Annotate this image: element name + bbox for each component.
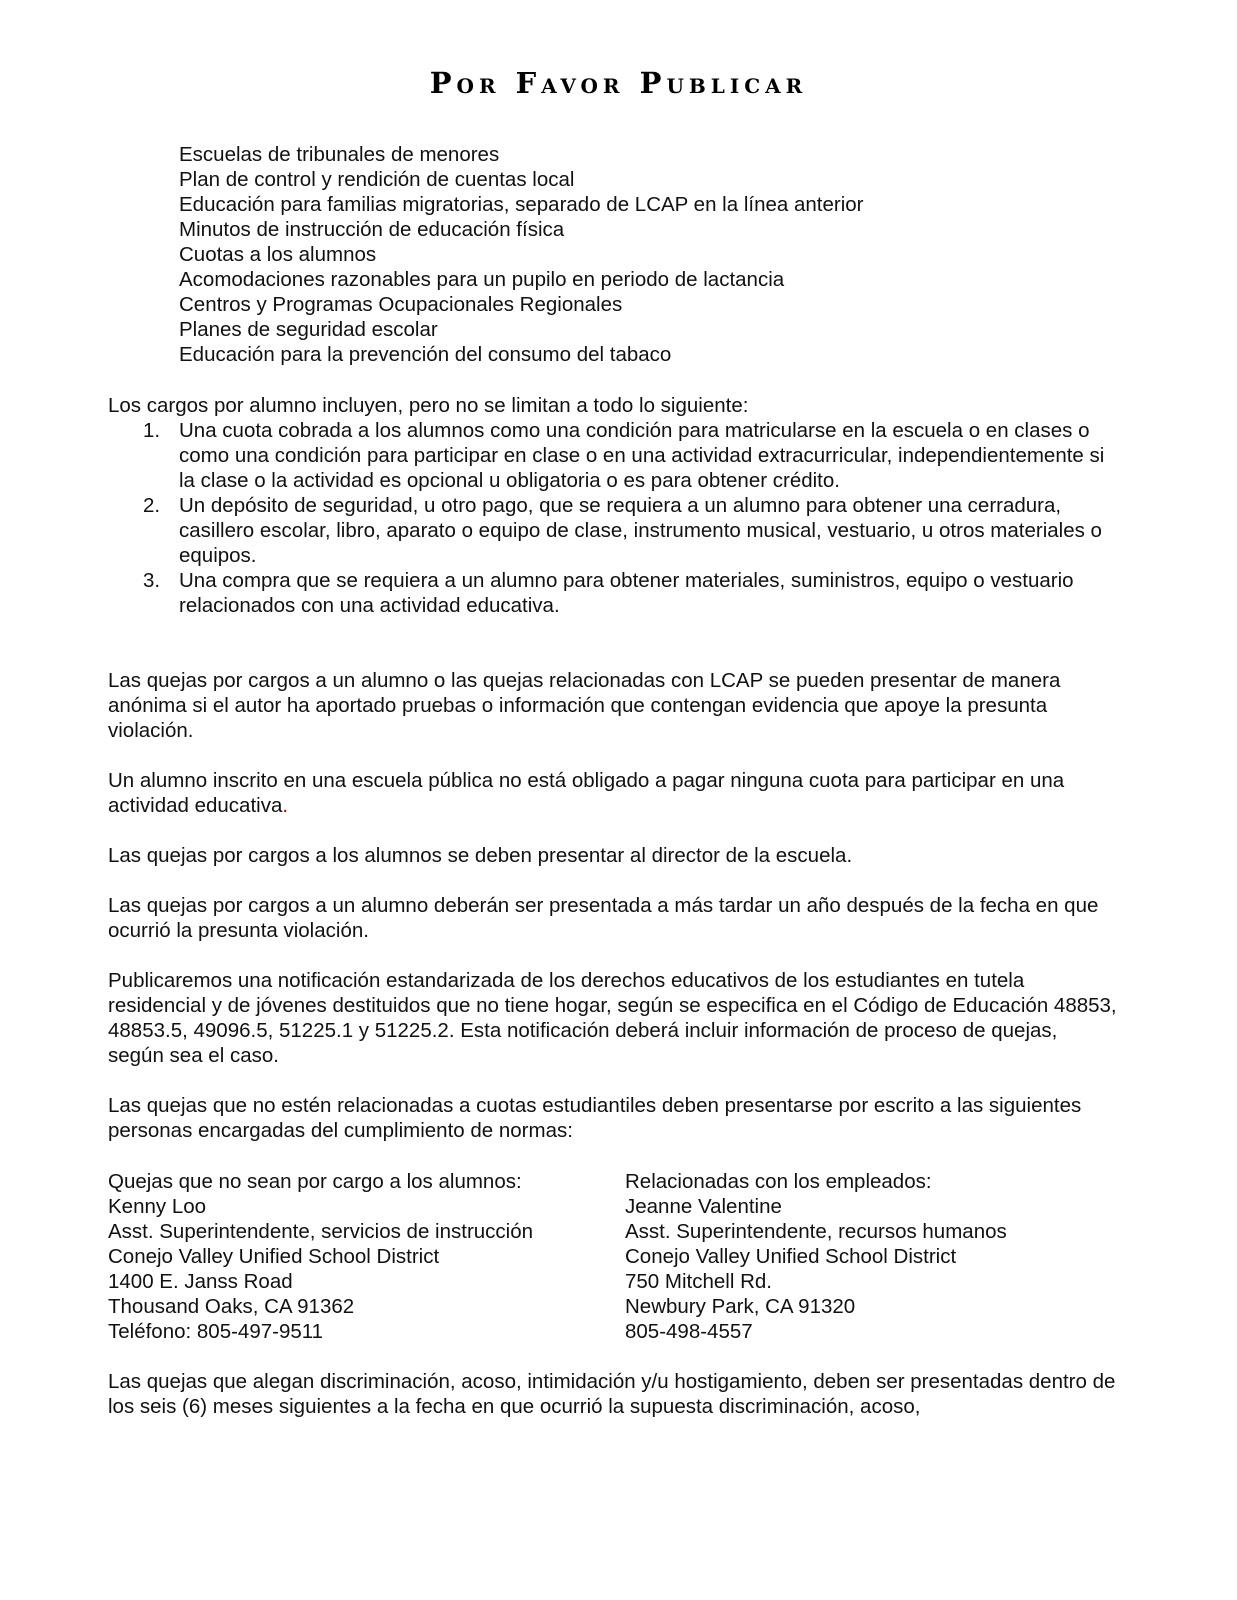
item-text: Una compra que se requiera a un alumno para obtener materiales, suministros, equipo o vestuario relacionados con una actividad educativa. [179, 569, 1074, 617]
contact-org: Conejo Valley Unified School District [108, 1245, 440, 1268]
list-item [108, 418, 1118, 493]
list-item: Minutos de instrucción de educación física [179, 218, 565, 241]
list-item: Acomodaciones razonables para un pupilo en periodo de lactancia [179, 268, 785, 291]
list-item: Plan de control y rendición de cuentas local [179, 168, 575, 191]
paragraph-no-fee-text: Un alumno inscrito en una escuela pública no está obligado a pagar ninguna cuota para participar en una actividad educativa [108, 769, 1065, 817]
item-text: Una cuota cobrada a los alumnos como una condición para matricularse en la escuela o en clases o como una condición para participar en clase o en una actividad extracurricular, independientemente si la clase o la actividad es opcional u obligatoria o es para obtener crédito. [179, 419, 1105, 492]
contact-address: 1400 E. Janss Road [108, 1270, 293, 1293]
contact-heading: Relacionadas con los empleados: [625, 1170, 932, 1193]
list-item: Planes de seguridad escolar [179, 318, 438, 341]
contact-city: Thousand Oaks, CA 91362 [108, 1295, 355, 1318]
paragraph-no-fee [108, 768, 1118, 818]
list-item: Educación para familias migratorias, separado de LCAP en la línea anterior [179, 193, 864, 216]
contact-org: Conejo Valley Unified School District [625, 1245, 957, 1268]
paragraph-deadline: Las quejas por cargos a un alumno deberán ser presentada a más tardar un año después de la fecha en que ocurrió la presunta violación. [108, 894, 1099, 942]
list-item [108, 493, 1118, 568]
charges-intro: Los cargos por alumno incluyen, pero no se limitan a todo lo siguiente: [108, 394, 749, 417]
page-title: Por Favor Publicar [429, 66, 808, 100]
paragraph-principal: Las quejas por cargos a los alumnos se deben presentar al director de la escuela. [108, 844, 853, 867]
item-number: 3. [143, 569, 161, 592]
charges-list [108, 418, 1118, 618]
list-item [108, 568, 1118, 618]
paragraph-discrimination: Las quejas que alegan discriminación, acoso, intimidación y/u hostigamiento, deben ser presentadas dentro de los seis (6) meses siguientes a la fecha en que ocurrió la supuesta discriminación, acoso, [108, 1370, 1116, 1418]
contact-city: Newbury Park, CA 91320 [625, 1295, 856, 1318]
contact-right [625, 1169, 1007, 1344]
contact-role: Asst. Superintendente, servicios de instrucción [108, 1220, 534, 1243]
list-item: Cuotas a los alumnos [179, 243, 377, 266]
paragraph-non-fee: Las quejas que no estén relacionadas a cuotas estudiantiles deben presentarse por escrito a las siguientes personas encargadas del cumplimiento de normas: [108, 1094, 1082, 1142]
contact-phone: Teléfono: 805-497-9511 [108, 1320, 324, 1343]
paragraph-notice: Publicaremos una notificación estandarizada de los derechos educativos de los estudiantes en tutela residencial y de jóvenes destituidos que no tiene hogar, según se especifica en el Código de Educación 48853, 48853.5, 49096.5, 51225.1 y 51225.2. Esta notificación deberá incluir información de proceso de quejas, según sea el caso. [108, 969, 1117, 1067]
item-number: 1. [143, 419, 161, 442]
contact-name: Jeanne Valentine [625, 1195, 782, 1218]
contact-phone: 805-498-4557 [625, 1320, 753, 1343]
contact-name: Kenny Loo [108, 1195, 207, 1218]
item-text: Un depósito de seguridad, u otro pago, que se requiera a un alumno para obtener una cerradura, casillero escolar, libro, aparato o equipo de clase, instrumento musical, vestuario, u otros materiales o equipos. [179, 494, 1102, 567]
contact-role: Asst. Superintendente, recursos humanos [625, 1220, 1007, 1243]
contact-address: 750 Mitchell Rd. [625, 1270, 772, 1293]
charges-section [108, 393, 1118, 618]
item-number: 2. [143, 494, 161, 517]
list-item: Educación para la prevención del consumo del tabaco [179, 343, 672, 366]
list-item: Escuelas de tribunales de menores [179, 143, 500, 166]
red-period: . [282, 794, 289, 817]
contact-left [108, 1169, 533, 1344]
topics-list [179, 142, 1079, 367]
list-item: Centros y Programas Ocupacionales Regionales [179, 293, 623, 316]
paragraph-anonymous: Las quejas por cargos a un alumno o las quejas relacionadas con LCAP se pueden presentar de manera anónima si el autor ha aportado pruebas o información que contengan evidencia que apoye la presunta violación. [108, 669, 1061, 742]
contact-heading: Quejas que no sean por cargo a los alumnos: [108, 1170, 522, 1193]
